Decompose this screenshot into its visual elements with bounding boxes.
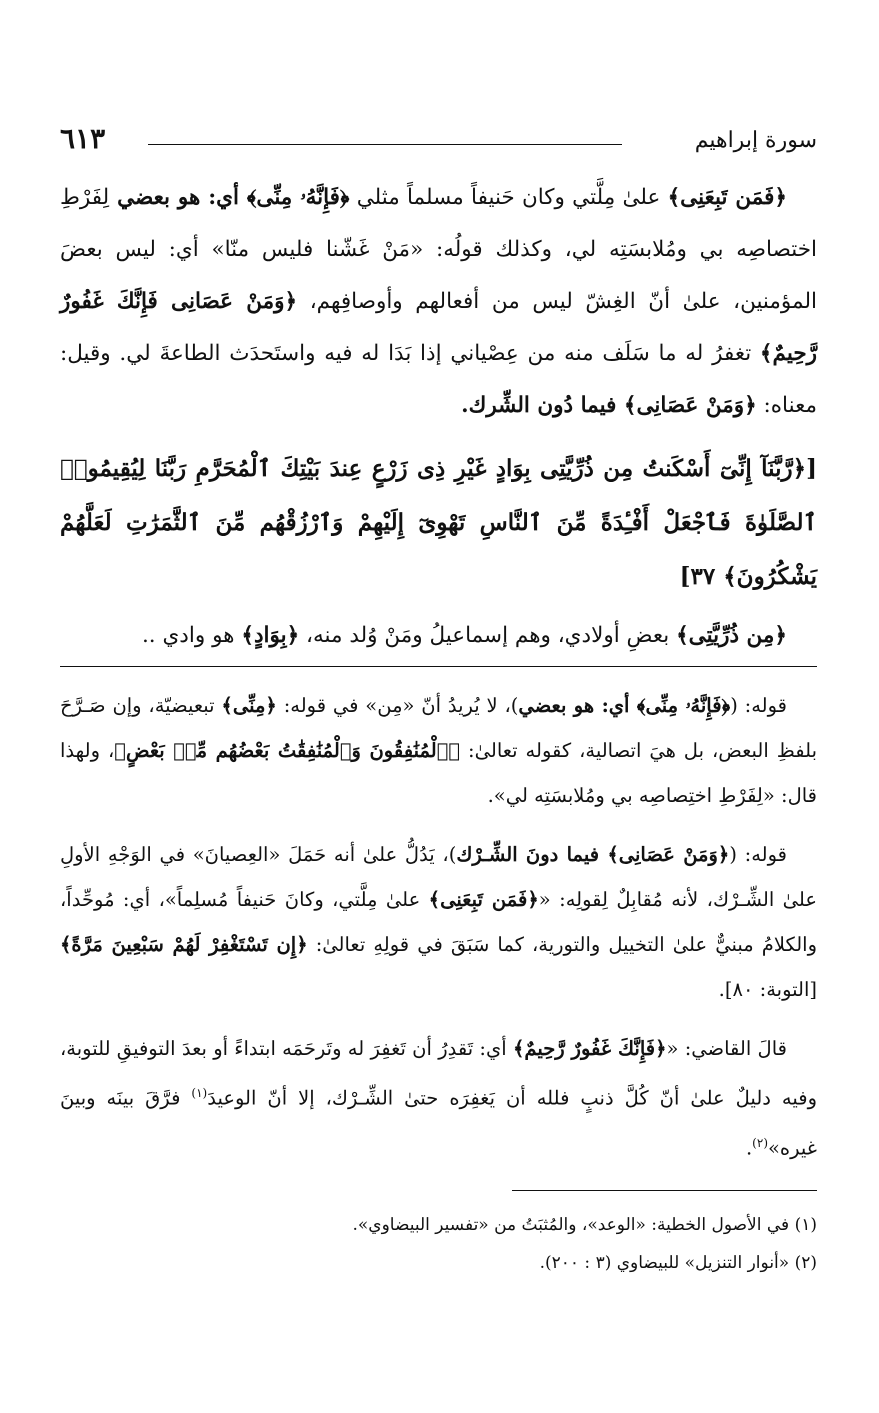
footnote-1: (١) في الأصول الخطية: «الوعد»، والمُثبَتُ من «تفسير البيضاوي». bbox=[352, 1215, 817, 1235]
text-run: [التوبة: ٨٠]. bbox=[718, 978, 817, 1001]
footnote-ref-2: (٢) bbox=[752, 1135, 768, 1150]
commentary-paragraph-2 bbox=[60, 832, 817, 1012]
text-run: )، لا يُريدُ أنّ «مِن» في قوله: bbox=[276, 694, 519, 717]
text-run: علىٰ مِلَّتي، وكانَ حَنيفاً مُسلِماً»، أي: مُوحِّداً، والكلامُ مبنيٌّ علىٰ التخييل والتورية، كما سَبَقَ في قولِهِ تعالىٰ: bbox=[60, 888, 817, 956]
text-run: تغفرُ له ما سَلَف منه من عِصْياني إذا بَدَا له فيه واستَحدَث الطاعةَ لي. وقيل: معناه: bbox=[60, 341, 817, 418]
main-paragraph-2 bbox=[60, 610, 817, 662]
surah-title: سورة إبراهيم bbox=[694, 128, 817, 153]
page-number: ٦١٣ bbox=[60, 122, 106, 155]
quran-quote: ﴿وَمَنْ عَصَانِى فَإِنَّكَ غَفُورٌ رَّحِيمٌ﴾ bbox=[60, 289, 817, 366]
text-run: قوله: ( bbox=[729, 843, 787, 866]
quran-quote: ﴿ٱلْمُنَٰفِقُونَ وَٱلْمُنَٰفِقَٰتُ بَعْضُهُم مِّنۢ بَعْضٍ﴾ bbox=[114, 739, 461, 762]
quran-quote: ﴿وَمَنْ عَصَانِى﴾ bbox=[623, 393, 757, 418]
text-run: . bbox=[745, 1136, 753, 1159]
footnote-rule bbox=[512, 1190, 817, 1191]
main-paragraph-1 bbox=[60, 172, 817, 432]
bold-phrase: ﴿فَإِنَّهُۥ مِنِّى﴾ أي: هو بعضي bbox=[518, 694, 731, 717]
text-run: فرَّقَ بينَه وبينَ غيره» bbox=[60, 1086, 817, 1159]
quran-quote: ﴿فَإِنَّهُۥ مِنِّى﴾ bbox=[246, 185, 350, 210]
quran-quote: ﴿مِنِّى﴾ bbox=[221, 694, 277, 717]
quran-quote: ﴿فَمَن تَبِعَنِى﴾ bbox=[428, 888, 539, 911]
text-run: بعضِ أولادي، وهم إسماعيلُ ومَنْ وُلد منه، bbox=[299, 623, 677, 648]
footnotes bbox=[60, 1206, 817, 1282]
quran-quote: ﴿فَإِنَّكَ غَفُورٌ رَّحِيمٌ﴾ bbox=[512, 1037, 667, 1060]
bold-phrase: فيما دُون الشِّرك. bbox=[461, 393, 624, 418]
bold-phrase: أي: هو بعضي bbox=[109, 185, 247, 210]
text-run: تبعيضيّة، وإن صَـرَّحَ بلفظِ البعض، بل هيَ اتصالية، كقوله تعالىٰ: bbox=[60, 694, 817, 762]
section-divider bbox=[60, 666, 817, 667]
text-run: علىٰ مِلَّتي وكان حَنيفاً مسلماً مثلي bbox=[349, 185, 668, 210]
text-run: ، ولهذا قال: «لِفَرْطِ اختِصاصِه بي ومُلابسَتِه لي». bbox=[60, 739, 817, 807]
quran-quote: ﴿فَمَن تَبِعَنِى﴾ bbox=[667, 185, 787, 210]
footnote-ref-1: (١) bbox=[191, 1086, 208, 1100]
main-text bbox=[60, 172, 817, 672]
header-rule bbox=[148, 144, 622, 145]
quran-verse-37: [﴿رَّبَّنَآ إِنِّىٓ أَسْكَنتُ مِن ذُرِّيَّتِى بِوَادٍ غَيْرِ ذِى زَرْعٍ عِندَ بَيْتِكَ ٱلْمُحَرَّمِ رَبَّنَا لِيُقِيمُوا۟ ٱلصَّلَوٰةَ فَٱجْعَلْ أَفْـِٔدَةً مِّنَ ٱلنَّاسِ تَهْوِىٓ إِلَيْهِمْ وَٱرْزُقْهُم مِّنَ ٱلثَّمَرَٰتِ لَعَلَّهُمْ يَشْكُرُونَ﴾ ٣٧] bbox=[60, 455, 817, 590]
bold-phrase: ﴿وَمَنْ عَصَانِى﴾ فيما دونَ الشِّـرْك bbox=[456, 843, 730, 866]
quran-quote: ﴿إِن تَسْتَغْفِرْ لَهُمْ سَبْعِينَ مَرَّةً﴾ bbox=[60, 933, 308, 956]
commentary-paragraph-1 bbox=[60, 683, 817, 818]
text-run: هو وادي .. bbox=[141, 623, 242, 648]
commentary-text bbox=[60, 683, 817, 1184]
text-run: قالَ القاضي: « bbox=[666, 1037, 787, 1060]
text-run: أي: تَقدِرُ أن تَغفِرَ له وتَرحَمَه ابتداءً أو بعدَ التوفيقِ للتوبة، وفيه دليلٌ علىٰ أنّ كُلَّ ذنبٍ فلله أن يَغفِرَه حتىٰ الشِّـرْك، إلا أنّ الوعيدَ bbox=[60, 1037, 817, 1110]
quran-quote: ﴿مِن ذُرِّيَّتِى﴾ bbox=[676, 623, 787, 648]
text-run: قوله: ( bbox=[730, 694, 788, 717]
commentary-paragraph-3 bbox=[60, 1026, 817, 1170]
text-run: )، يَدُلُّ علىٰ أنه حَمَلَ «العِصيانَ» في الوَجْهِ الأولِ علىٰ الشِّـرْك، لأنه مُقابِلٌ لِقولِه: « bbox=[60, 843, 818, 911]
text-run: لِفَرْطِ اختصاصِه بي ومُلابسَتِه لي، وكذلك قولُه: «مَنْ غَشّنا فليس منّا» أي: ليس بعضَ المؤمنين، علىٰ أنّ الغِشّ ليس من أفعالهم وأوصافِهم، bbox=[60, 185, 817, 314]
quran-quote: ﴿بِوَادٍ﴾ bbox=[241, 623, 300, 648]
footnote-2: (٢) «أنوار التنزيل» للبيضاوي (٣ : ٢٠٠). bbox=[539, 1253, 817, 1273]
page-header bbox=[60, 122, 817, 158]
